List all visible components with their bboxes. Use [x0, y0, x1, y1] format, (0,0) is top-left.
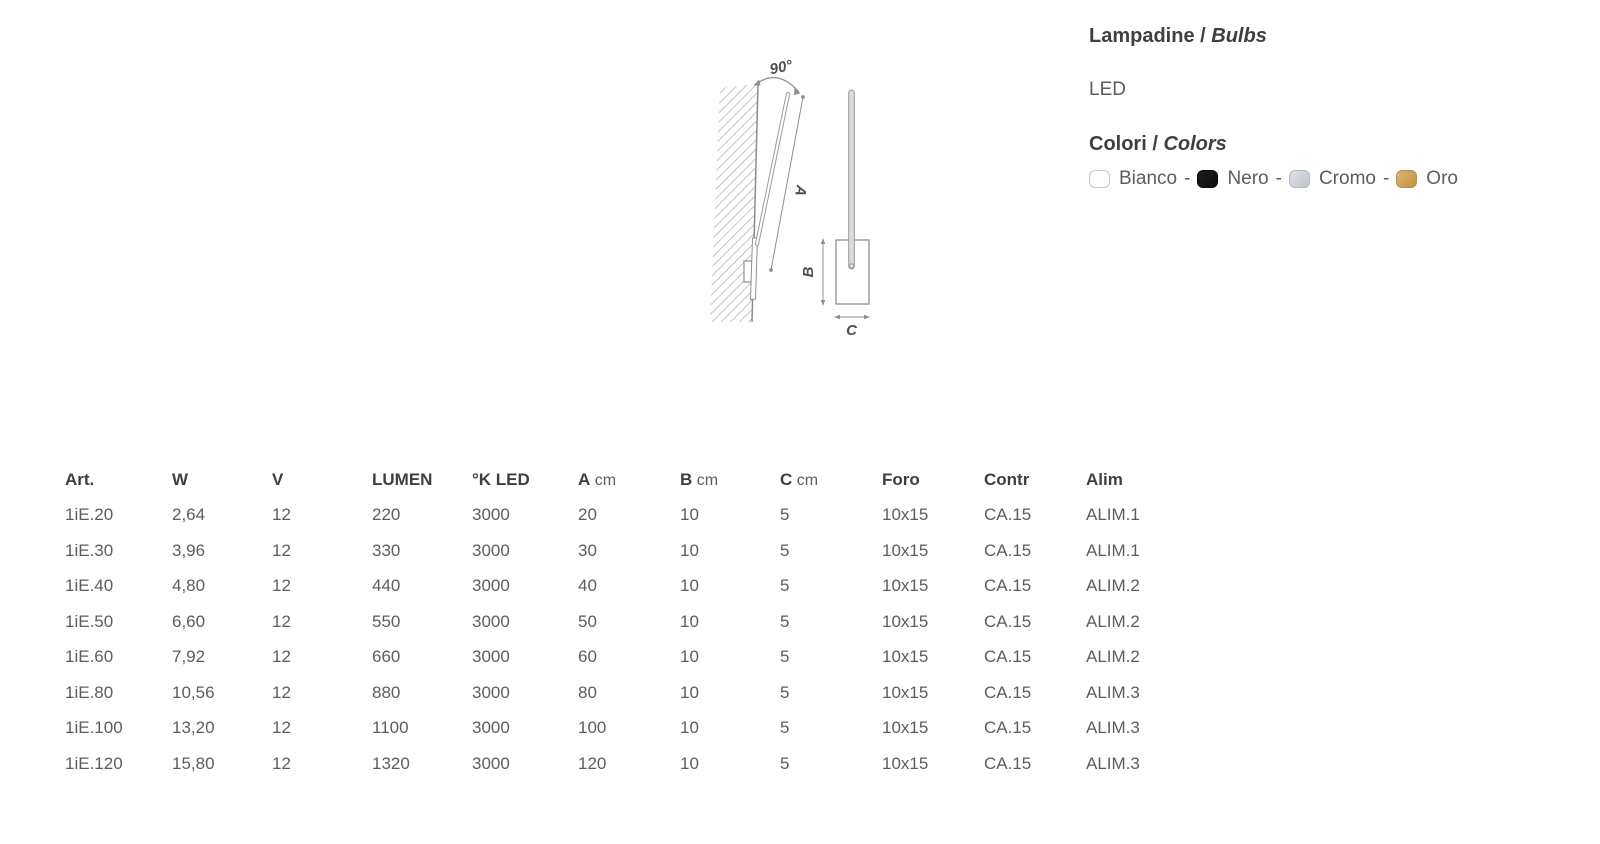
- column-header: V: [272, 469, 284, 489]
- table-row: [65, 675, 1176, 711]
- color-separator: -: [1382, 168, 1390, 189]
- table-cell: 440: [372, 576, 401, 596]
- table-cell: 12: [272, 611, 291, 631]
- table-cell: 50: [578, 611, 597, 631]
- spec-table-body: [65, 498, 1176, 782]
- table-cell: 10: [680, 647, 699, 667]
- table-cell: 7,92: [172, 647, 206, 667]
- table-cell: 13,20: [172, 718, 215, 738]
- column-header: A cm: [578, 469, 617, 489]
- table-row: [65, 498, 1176, 534]
- table-cell: 3000: [472, 576, 510, 596]
- table-cell: ALIM.2: [1086, 647, 1140, 667]
- dimension-c-label: C: [846, 322, 857, 339]
- table-cell: 120: [578, 753, 607, 773]
- bulb-type-value: LED: [1089, 79, 1126, 100]
- table-cell: 3,96: [172, 540, 206, 560]
- dimension-a-end-dot: [801, 95, 805, 99]
- table-cell: 2,64: [172, 505, 206, 525]
- table-cell: 5: [780, 718, 790, 738]
- table-cell: CA.15: [984, 611, 1032, 631]
- table-cell: 10x15: [882, 682, 929, 702]
- table-cell: ALIM.2: [1086, 576, 1140, 596]
- column-header: W: [172, 469, 189, 489]
- table-cell: ALIM.2: [1086, 611, 1140, 631]
- dimension-a-label: A: [791, 183, 810, 198]
- color-swatch-bianco: [1089, 170, 1110, 188]
- column-header: Alim: [1086, 469, 1123, 489]
- colors-row: [1089, 168, 1549, 190]
- table-cell: CA.15: [984, 682, 1032, 702]
- table-cell: 30: [578, 540, 597, 560]
- table-cell: 5: [780, 647, 790, 667]
- table-cell: 1320: [372, 753, 410, 773]
- lamp-arm-highlight: [757, 94, 788, 244]
- table-cell: 6,60: [172, 611, 206, 631]
- angle-arc-arrow: [794, 88, 801, 95]
- table-cell: 10: [680, 718, 699, 738]
- table-cell: CA.15: [984, 753, 1032, 773]
- table-cell: 550: [372, 611, 401, 631]
- angle-arc: [756, 78, 799, 92]
- table-row: [65, 711, 1176, 747]
- column-header: Contr: [984, 469, 1030, 489]
- table-cell: CA.15: [984, 647, 1032, 667]
- color-swatch-oro: [1396, 170, 1417, 188]
- column-header: Foro: [882, 469, 920, 489]
- table-cell: ALIM.1: [1086, 540, 1140, 560]
- table-cell: 330: [372, 540, 401, 560]
- table-cell: 10x15: [882, 753, 929, 773]
- bulbs-title-en: Bulbs: [1211, 25, 1267, 47]
- bulbs-title: [1089, 24, 1549, 48]
- table-cell: ALIM.1: [1086, 505, 1140, 525]
- table-cell: 10x15: [882, 718, 929, 738]
- column-header: °K LED: [472, 469, 530, 489]
- table-cell: 10: [680, 505, 699, 525]
- front-rod: [849, 90, 855, 269]
- table-cell: 10: [680, 611, 699, 631]
- table-cell: CA.15: [984, 576, 1032, 596]
- table-cell: 40: [578, 576, 597, 596]
- dimension-c-arrow: [864, 315, 870, 319]
- color-swatch-cromo: [1289, 170, 1310, 188]
- table-cell: 10x15: [882, 576, 929, 596]
- table-cell: 60: [578, 647, 597, 667]
- table-cell: 80: [578, 682, 597, 702]
- table-cell: 1iE.100: [65, 718, 123, 738]
- table-cell: 1iE.60: [65, 647, 114, 667]
- technical-drawing: [690, 40, 890, 340]
- table-cell: 12: [272, 505, 291, 525]
- table-cell: 5: [780, 576, 790, 596]
- table-cell: 660: [372, 647, 401, 667]
- spec-table: [65, 462, 1176, 782]
- color-swatch-nero: [1197, 170, 1218, 188]
- column-header: C cm: [780, 469, 819, 489]
- table-cell: 12: [272, 682, 291, 702]
- color-name: Oro: [1426, 168, 1458, 189]
- table-cell: 880: [372, 682, 401, 702]
- table-cell: ALIM.3: [1086, 718, 1140, 738]
- table-cell: 12: [272, 647, 291, 667]
- table-row: [65, 569, 1176, 605]
- table-cell: 3000: [472, 753, 510, 773]
- table-cell: 5: [780, 611, 790, 631]
- column-header: LUMEN: [372, 469, 433, 489]
- dimension-b-label: B: [800, 266, 817, 278]
- table-cell: 220: [372, 505, 401, 525]
- table-cell: 1iE.30: [65, 540, 114, 560]
- table-cell: 10,56: [172, 682, 215, 702]
- colors-title-it: Colori /: [1089, 133, 1158, 155]
- table-cell: 5: [780, 505, 790, 525]
- table-cell: 4,80: [172, 576, 206, 596]
- color-name: Nero: [1227, 168, 1269, 189]
- angle-label: 90°: [768, 56, 794, 79]
- table-cell: ALIM.3: [1086, 682, 1140, 702]
- table-row: [65, 640, 1176, 676]
- table-cell: 100: [578, 718, 607, 738]
- color-name: Cromo: [1318, 168, 1376, 189]
- column-header: Art.: [65, 469, 95, 489]
- table-cell: 10x15: [882, 611, 929, 631]
- color-separator: -: [1275, 168, 1282, 189]
- table-row: [65, 746, 1176, 782]
- dimension-a-end-dot: [769, 268, 773, 272]
- table-cell: 5: [780, 753, 790, 773]
- color-separator: -: [1184, 168, 1191, 189]
- angle-arc-arrow: [754, 80, 761, 86]
- color-name: Bianco: [1119, 168, 1178, 189]
- table-cell: 3000: [472, 540, 510, 560]
- table-cell: CA.15: [984, 540, 1032, 560]
- table-cell: 10x15: [882, 505, 929, 525]
- table-cell: 3000: [472, 611, 510, 631]
- table-cell: 12: [272, 576, 291, 596]
- dimension-c-arrow: [834, 315, 840, 319]
- colors-title: [1089, 132, 1549, 156]
- table-cell: 3000: [472, 505, 510, 525]
- table-cell: CA.15: [984, 718, 1032, 738]
- table-cell: 10x15: [882, 647, 929, 667]
- colors-title-en: Colors: [1163, 133, 1227, 155]
- table-cell: 1100: [372, 718, 409, 738]
- table-cell: 1iE.20: [65, 505, 114, 525]
- table-cell: 12: [272, 718, 291, 738]
- table-cell: CA.15: [984, 505, 1032, 525]
- table-cell: 15,80: [172, 753, 215, 773]
- dimension-b-arrow: [821, 300, 825, 306]
- table-cell: 3000: [472, 718, 510, 738]
- table-cell: 1iE.80: [65, 682, 114, 702]
- table-cell: 1iE.50: [65, 611, 114, 631]
- table-cell: 10: [680, 682, 699, 702]
- table-cell: 12: [272, 753, 291, 773]
- table-cell: 10x15: [882, 540, 929, 560]
- table-cell: 3000: [472, 682, 510, 702]
- table-cell: 20: [578, 505, 597, 525]
- table-cell: 10: [680, 753, 699, 773]
- bulbs-title-it: Lampadine /: [1089, 25, 1206, 47]
- dimension-line-a: [771, 97, 803, 270]
- table-cell: 3000: [472, 647, 510, 667]
- table-row: [65, 533, 1176, 569]
- table-cell: 5: [780, 682, 790, 702]
- table-row: [65, 604, 1176, 640]
- table-cell: 10: [680, 540, 699, 560]
- table-cell: 5: [780, 540, 790, 560]
- column-header: B cm: [680, 469, 719, 489]
- dimension-b-arrow: [821, 238, 825, 244]
- table-cell: ALIM.3: [1086, 753, 1140, 773]
- spec-table-header: [65, 462, 1176, 498]
- table-cell: 1iE.40: [65, 576, 114, 596]
- table-cell: 10: [680, 576, 699, 596]
- table-cell: 12: [272, 540, 291, 560]
- info-panel: [1089, 24, 1549, 190]
- table-cell: 1iE.120: [65, 753, 123, 773]
